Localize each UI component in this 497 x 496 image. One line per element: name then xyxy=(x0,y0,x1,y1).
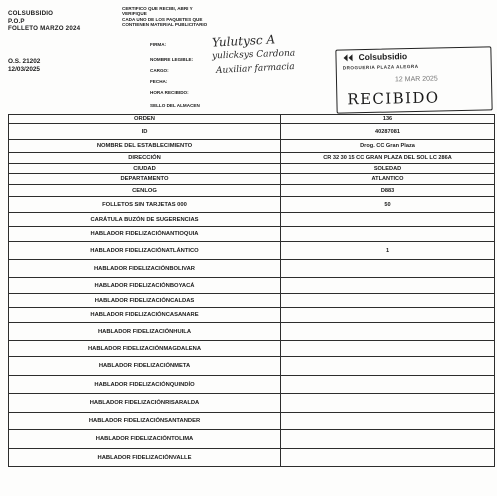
table-row xyxy=(9,413,495,430)
row-label: FOLLETOS SIN TARJETAS 000 xyxy=(9,197,281,213)
table-row xyxy=(9,430,495,449)
stamp-brand: Colsubsidio xyxy=(358,51,408,63)
table-row xyxy=(9,124,495,140)
firma-label: FIRMA: xyxy=(150,42,167,47)
table-row xyxy=(9,242,495,260)
row-label: ID xyxy=(9,124,281,140)
row-label: HABLADOR FIDELIZACIÓNVALLE xyxy=(9,449,281,467)
table-row xyxy=(9,341,495,357)
cert-line: CADA UNO DE LOS PAQUETES QUE xyxy=(122,16,203,22)
row-value: 136 xyxy=(281,115,495,124)
row-value xyxy=(281,278,495,294)
table-row xyxy=(9,227,495,242)
row-label: HABLADOR FIDELIZACIÓNATLÁNTICO xyxy=(9,242,281,260)
row-value xyxy=(281,394,495,413)
row-value: 50 xyxy=(281,197,495,213)
row-label: ORDEN xyxy=(9,115,281,124)
table-row xyxy=(9,394,495,413)
row-value: 40287081 xyxy=(281,124,495,140)
table-row xyxy=(9,449,495,467)
row-label: HABLADOR FIDELIZACIÓNSANTANDER xyxy=(9,413,281,430)
row-value xyxy=(281,449,495,467)
table-row xyxy=(9,308,495,323)
table-row xyxy=(9,164,495,174)
row-value: SOLEDAD xyxy=(281,164,495,174)
row-label: HABLADOR FIDELIZACIÓNHUILA xyxy=(9,323,281,341)
row-label: DIRECCIÓN xyxy=(9,153,281,164)
colsubsidio-logo-icon xyxy=(342,53,354,62)
stamp-store: DROGUERIA PLAZA ALEGRA xyxy=(342,63,419,71)
row-label: NOMBRE DEL ESTABLECIMIENTO xyxy=(9,140,281,153)
row-label: CARÁTULA BUZÓN DE SUGERENCIAS xyxy=(9,213,281,227)
row-value xyxy=(281,308,495,323)
table-row xyxy=(9,376,495,394)
folleto-title: FOLLETO MARZO 2024 xyxy=(8,25,81,33)
row-value xyxy=(281,227,495,242)
received-stamp xyxy=(335,46,492,113)
row-value xyxy=(281,341,495,357)
company-name: COLSUBSIDIO xyxy=(8,10,54,17)
handwritten-name: yulicksys Cardona xyxy=(211,48,296,62)
cert-line: CERTIFICO QUE RECIBI, ABRI Y xyxy=(122,6,193,11)
handwritten-cargo: Auxiliar farmacia xyxy=(215,61,295,77)
os-number: O.S. 21202 xyxy=(8,58,41,65)
table-row xyxy=(9,140,495,153)
row-label: HABLADOR FIDELIZACIÓNANTIOQUIA xyxy=(9,227,281,242)
row-value: Drog. CC Gran Plaza xyxy=(281,140,495,153)
order-service-info xyxy=(8,58,40,74)
cert-line: CONTIENEN MATERIAL PUBLICITARIO xyxy=(122,22,208,28)
row-value: CR 32 30 15 CC GRAN PLAZA DEL SOL LC 286A xyxy=(281,153,495,164)
row-value: 1 xyxy=(281,242,495,260)
table-row xyxy=(9,260,495,278)
table-row xyxy=(9,294,495,308)
sello-label: SELLO DEL ALMACEN xyxy=(150,103,200,108)
row-label: CENLOG xyxy=(9,185,281,197)
row-label: CIUDAD xyxy=(9,164,281,174)
row-label: HABLADOR FIDELIZACIÓNRISARALDA xyxy=(9,394,281,413)
delivery-table xyxy=(8,114,495,467)
row-label: DEPARTAMENTO xyxy=(9,174,281,185)
stamp-date: 12 MAR 2025 xyxy=(394,75,438,84)
table-row xyxy=(9,197,495,213)
row-value xyxy=(281,430,495,449)
cargo-label: CARGO: xyxy=(150,68,169,73)
table-row xyxy=(9,213,495,227)
row-label: HABLADOR FIDELIZACIÓNBOLIVAR xyxy=(9,260,281,278)
cert-line: VERIFIQUE xyxy=(122,11,147,17)
row-value: D883 xyxy=(281,185,495,197)
row-value xyxy=(281,260,495,278)
row-value: ATLANTICO xyxy=(281,174,495,185)
row-value xyxy=(281,376,495,394)
certificate-text xyxy=(122,6,242,28)
row-value xyxy=(281,294,495,308)
stamp-received: RECIBIDO xyxy=(347,88,440,109)
row-label: HABLADOR FIDELIZACIÓNQUINDÍO xyxy=(9,376,281,394)
company-header xyxy=(8,10,80,33)
row-label: HABLADOR FIDELIZACIÓNCASANARE xyxy=(9,308,281,323)
handwritten-signature: Yulutysc A xyxy=(211,32,276,50)
table-row xyxy=(9,357,495,376)
row-value xyxy=(281,213,495,227)
nombre-label: NOMBRE LEGIBLE: xyxy=(150,57,194,62)
row-value xyxy=(281,357,495,376)
pop-label: P.O.P xyxy=(8,17,25,25)
row-value xyxy=(281,323,495,341)
row-label: HABLADOR FIDELIZACIÓNMETA xyxy=(9,357,281,376)
table-row xyxy=(9,153,495,164)
os-date: 12/03/2025 xyxy=(8,66,40,73)
fecha-label: FECHA: xyxy=(150,79,168,84)
row-label: HABLADOR FIDELIZACIÓNMAGDALENA xyxy=(9,341,281,357)
row-label: HABLADOR FIDELIZACIÓNCALDAS xyxy=(9,294,281,308)
row-label: HABLADOR FIDELIZACIÓNTOLIMA xyxy=(9,430,281,449)
table-row xyxy=(9,278,495,294)
row-value xyxy=(281,413,495,430)
table-row xyxy=(9,115,495,124)
table-row xyxy=(9,323,495,341)
row-label: HABLADOR FIDELIZACIÓNBOYACÁ xyxy=(9,278,281,294)
hora-label: HORA RECIBIDO: xyxy=(150,90,189,95)
table-row xyxy=(9,174,495,185)
table-row xyxy=(9,185,495,197)
